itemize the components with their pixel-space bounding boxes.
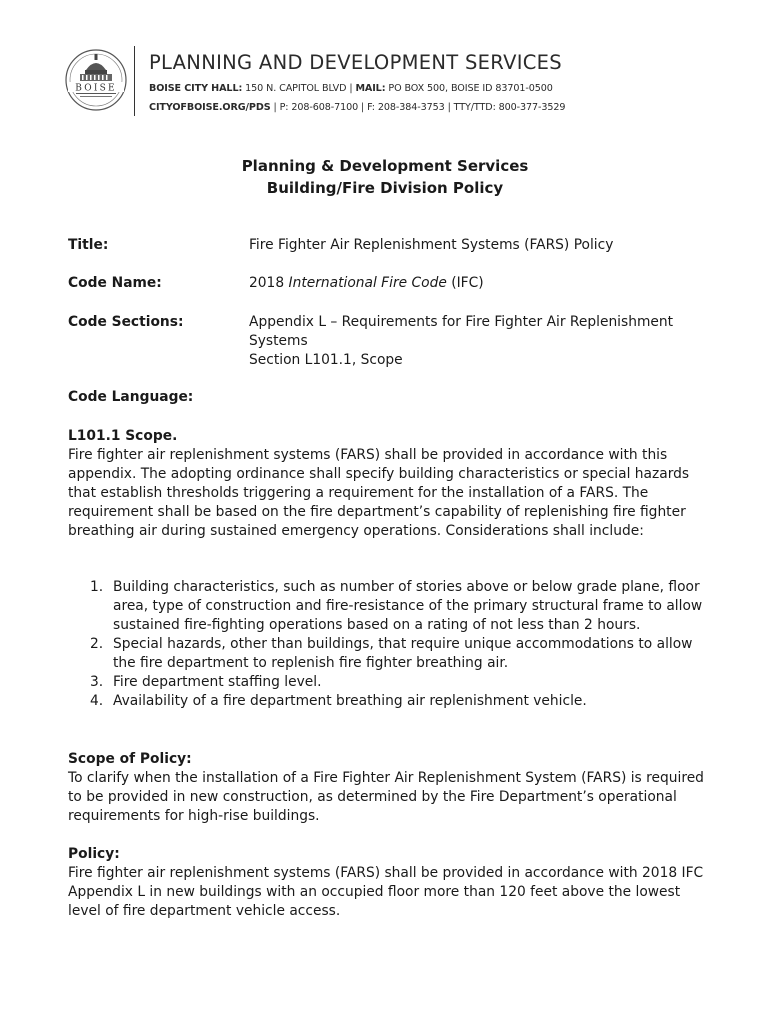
scope-section xyxy=(68,427,708,541)
list-item: 2. Special hazards, other than buildings, that require unique accommodations to allow the fire department to replenish fire fighter breathing air. xyxy=(90,636,693,671)
title-label: Title: xyxy=(68,237,109,253)
scope-text: Fire fighter air replenishment systems (FARS) shall be provided in accordance with this appendix. The adopting ordinance shall specify building characteristics or special hazards that establish thresholds triggering a requirement for the installation of a FARS. The requirement shall be based on the fire department’s capability of replenishing fire fighter breathing air during sustained emergency operations. Considerations shall include: xyxy=(68,447,690,539)
contact-line: CITYOFBOISE.ORG/PDS | P: 208-608-7100 | F: 208-384-3753 | TTY/TTD: 800-377-3529 xyxy=(149,102,566,113)
code-name-value: 2018 International Fire Code (IFC) xyxy=(249,275,484,291)
code-sections-value: Appendix L – Requirements for Fire Fighter Air Replenishment Systems Section L101.1, Scope xyxy=(249,314,674,368)
title-value: Fire Fighter Air Replenishment Systems (FARS) Policy xyxy=(249,237,614,253)
address-line: BOISE CITY HALL: 150 N. CAPITOL BLVD | MAIL: PO BOX 500, BOISE ID 83701-0500 xyxy=(149,83,553,94)
scope-of-policy-heading: Scope of Policy: xyxy=(68,751,192,767)
considerations-list xyxy=(68,578,708,711)
scope-heading: L101.1 Scope. xyxy=(68,428,178,444)
org-name: PLANNING AND DEVELOPMENT SERVICES xyxy=(149,51,562,74)
code-name-label: Code Name: xyxy=(68,275,162,291)
scope-of-policy-text: To clarify when the installation of a Fire Fighter Air Replenishment System (FARS) is required to be provided in new construction, as determined by the Fire Department’s operational requirements for high-rise buildings. xyxy=(68,770,704,824)
title-line-2: Building/Fire Division Policy xyxy=(266,179,504,197)
list-item: 4. Availability of a fire department breathing air replenishment vehicle. xyxy=(90,693,587,709)
city-seal-logo xyxy=(64,48,128,112)
policy-heading: Policy: xyxy=(68,846,120,862)
list-item: 1. Building characteristics, such as number of stories above or below grade plane, floor area, type of construction and fire-resistance of the primary structural frame to allow sustained fire-fighting operations based on a rating of not less than 2 hours. xyxy=(90,579,703,633)
scope-of-policy-section xyxy=(68,750,708,826)
policy-text: Fire fighter air replenishment systems (FARS) shall be provided in accordance with 2018 IFC Appendix L in new buildings with an occupied floor more than 120 feet above the lowest level of fire department vehicle access. xyxy=(68,865,704,919)
document-title xyxy=(0,155,770,199)
code-sections-label: Code Sections: xyxy=(68,314,184,330)
list-item: 3. Fire department staffing level. xyxy=(90,674,322,690)
title-line-1: Planning & Development Services xyxy=(241,157,529,175)
letterhead-divider xyxy=(134,46,135,116)
svg-text:BOISE: BOISE xyxy=(75,83,117,94)
policy-section xyxy=(68,845,708,921)
code-language-label: Code Language: xyxy=(68,389,194,405)
